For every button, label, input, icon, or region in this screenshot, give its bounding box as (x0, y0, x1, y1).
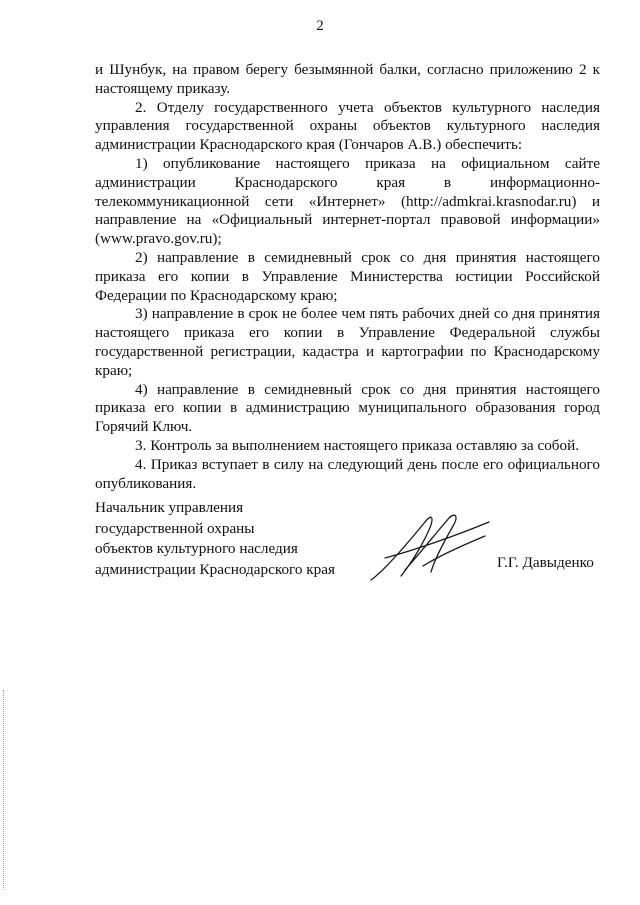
position-line: государственной охраны (95, 519, 255, 537)
position-line: объектов культурного наследия (95, 540, 298, 557)
position-line: Начальник управления (95, 499, 244, 516)
position-line: администрации Краснодарского края (95, 560, 335, 578)
signatory-name: Г.Г. Давыденко (497, 554, 594, 571)
paragraph-item-2: 2. Отделу государственного учета объектов культурного наследия управления государственной охраны объектов культурного наследия администрации Краснодарского края (Гончаров А.В.) обеспечить: (95, 98, 600, 154)
paragraph-subitem-4: 4) направление в семидневный срок со дня принятия настоящего приказа его копии в администрацию муниципального образования город Горячий Ключ. (95, 380, 600, 436)
handwritten-signature (365, 506, 495, 586)
signatory-position (95, 498, 335, 580)
paragraph-subitem-2: 2) направление в семидневный срок со дня принятия настоящего приказа его копии в Управление Министерства юстиции Российской Федерации по Краснодарскому краю; (95, 248, 600, 304)
paragraph-subitem-1: 1) опубликование настоящего приказа на официальном сайте администрации Краснодарского края в информационно-телекоммуникационной сети «Интернет» (http://admkrai.krasnodar.ru) и направление на «Официальный интернет-портал правовой информации» (www.pravo.gov.ru); (95, 154, 600, 248)
paragraph-continuation: и Шунбук, на правом берегу безымянной балки, согласно приложению 2 к настоящему приказу. (95, 61, 600, 97)
paragraph-item-3: 3. Контроль за выполнением настоящего приказа оставляю за собой. (135, 436, 580, 454)
page-number: 2 (316, 18, 324, 34)
paragraph-subitem-3: 3) направление в срок не более чем пять рабочих дней со дня принятия настоящего приказа его копии в Управление Федеральной службы государственной регистрации, кадастра и картографии по Краснодарскому краю; (95, 305, 600, 379)
document-body (95, 61, 600, 493)
paragraph-item-4: 4. Приказ вступает в силу на следующий день после его официального опубликования. (95, 455, 600, 492)
scan-margin-mark (3, 690, 6, 890)
